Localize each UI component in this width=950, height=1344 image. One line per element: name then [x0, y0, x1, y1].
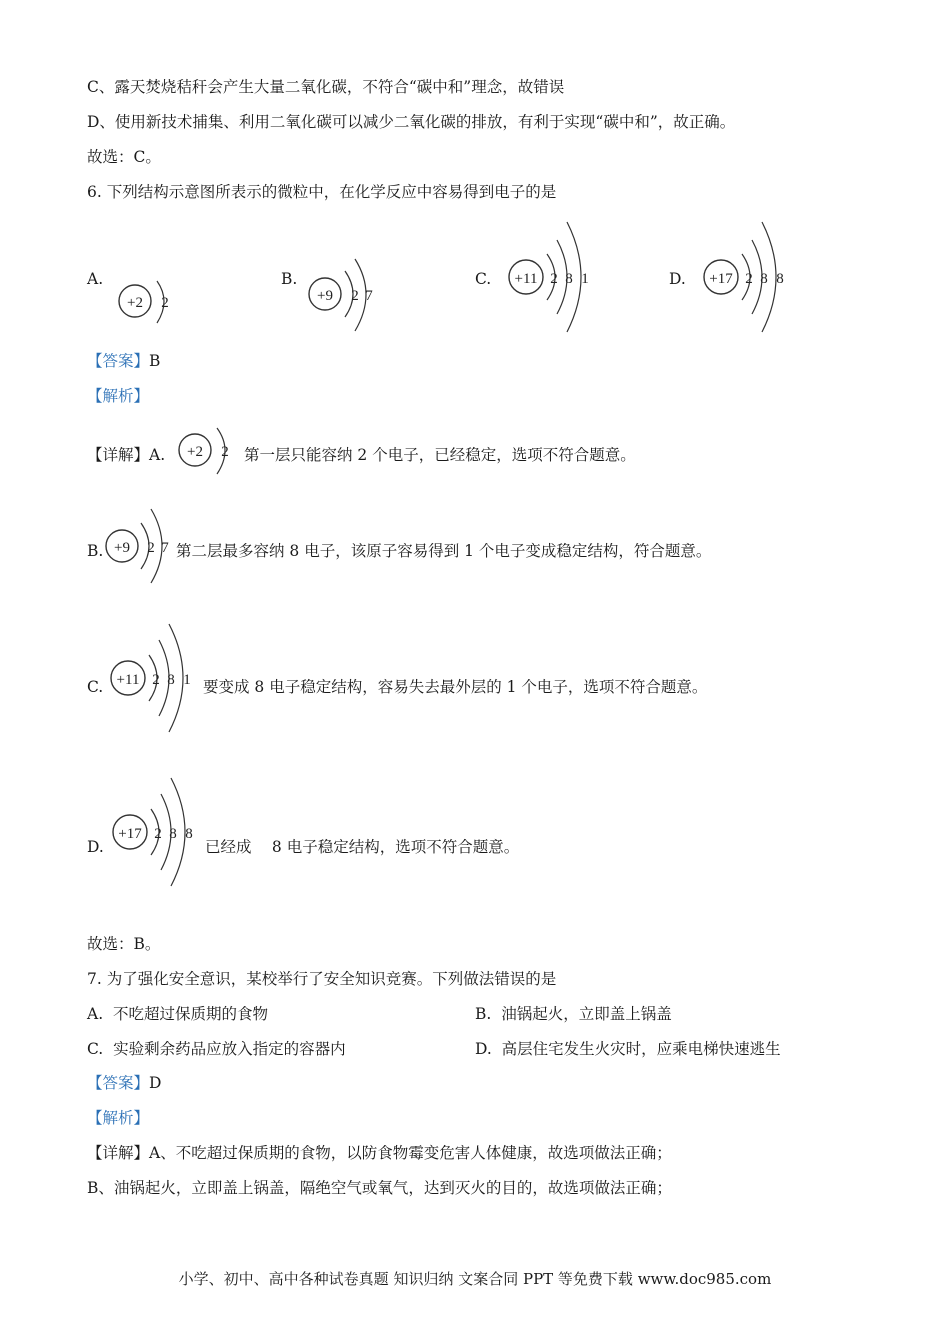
nucleus-charge: +2 [187, 444, 203, 460]
q7-option-c [87, 1039, 346, 1059]
shell-electrons: 2 [550, 271, 558, 287]
answer-tag: 【答案】 [87, 1074, 150, 1092]
detail-atom-b [103, 503, 175, 585]
shell-electrons: 7 [365, 288, 373, 304]
option-text: 高层住宅发生火灾时，应乘电梯快速逃生 [501, 1040, 781, 1058]
option-d-explanation: D、使用新技术捕集、利用二氧化碳可以减少二氧化碳的排放，有利于实现“碳中和”，故正确。 [87, 113, 736, 131]
atom-diagram-c [505, 218, 595, 336]
shell-electrons: 2 [161, 295, 169, 311]
q6-answer [87, 351, 160, 371]
shell-electrons: 2 [745, 271, 753, 287]
q6-option-c-label: C. [475, 270, 492, 288]
option-label: C. [87, 1040, 104, 1058]
nucleus-charge: +9 [317, 288, 333, 304]
q6-detail-b-text: 第二层最多容纳 8 电子，该原子容易得到 1 个电子变成稳定结构，符合题意。 [176, 542, 712, 560]
shell-electrons: 7 [161, 540, 169, 556]
nucleus-charge: +2 [127, 295, 143, 311]
answer-value: D [149, 1074, 162, 1092]
shell-electrons: 8 [169, 826, 177, 842]
nucleus-charge: +9 [114, 540, 130, 556]
shell-electrons: 2 [221, 444, 229, 460]
shell-electrons: 2 [152, 672, 160, 688]
shell-electrons: 2 [147, 540, 155, 556]
q6-detail-b-prefix: B. [87, 542, 104, 560]
q7-option-a [87, 1004, 268, 1024]
q6-detail-d-prefix: D. [87, 838, 104, 856]
shell-electrons: 8 [565, 271, 573, 287]
atom-diagram-b [305, 253, 385, 335]
shell-electrons: 8 [167, 672, 175, 688]
q6-stem: 6. 下列结构示意图所表示的微粒中，在化学反应中容易得到电子的是 [87, 183, 557, 201]
nucleus-charge: +11 [116, 672, 140, 688]
q6-analysis-tag: 【解析】 [87, 387, 150, 405]
q7-analysis-tag: 【解析】 [87, 1109, 150, 1127]
q6-option-a-label: A. [87, 270, 104, 288]
q5-choice: 故选：C。 [87, 148, 161, 166]
shell-electrons: 2 [154, 826, 162, 842]
option-label: D. [475, 1040, 492, 1058]
option-text: 实验剩余药品应放入指定的容器内 [113, 1040, 346, 1058]
q7-answer [87, 1073, 161, 1093]
answer-tag: 【答案】 [87, 352, 150, 370]
q6-option-b-label: B. [281, 270, 298, 288]
detail-a-prefix: A. [149, 446, 166, 464]
option-label: A. [87, 1005, 104, 1023]
shell-electrons: 1 [581, 271, 589, 287]
answer-value: B [149, 352, 161, 370]
q6-detail-a-text: 第一层只能容纳 2 个电子，已经稳定，选项不符合题意。 [244, 446, 636, 464]
page-footer: 小学、初中、高中各种试卷真题 知识归纳 文案合同 PPT 等免费下载 www.doc985.com [178, 1270, 772, 1288]
option-c-explanation: C、露天焚烧秸秆会产生大量二氧化碳，不符合“碳中和”理念，故错误 [87, 78, 565, 96]
option-text: 油锅起火，立即盖上锅盖 [501, 1005, 672, 1023]
detail-tag: 【详解】 [87, 1144, 150, 1162]
q7-detail-a [87, 1143, 672, 1163]
atom-diagram-a [113, 275, 173, 331]
shell-electrons: 1 [183, 672, 191, 688]
option-label: B. [475, 1005, 492, 1023]
detail-atom-a [173, 424, 235, 480]
detail-tag: 【详解】 [87, 446, 150, 464]
q7-stem: 7. 为了强化安全意识，某校举行了安全知识竞赛。下列做法错误的是 [87, 970, 557, 988]
nucleus-charge: +11 [514, 271, 538, 287]
q7-option-d [475, 1039, 781, 1059]
q6-detail-a [87, 445, 165, 465]
shell-electrons: 8 [776, 271, 784, 287]
q7-option-b [475, 1004, 672, 1024]
q6-detail-c-text: 要变成 8 电子稳定结构，容易失去最外层的 1 个电子，选项不符合题意。 [203, 678, 708, 696]
option-text: 不吃超过保质期的食物 [112, 1005, 268, 1023]
q6-option-d-label: D. [669, 270, 686, 288]
q6-choice: 故选：B。 [87, 935, 161, 953]
nucleus-charge: +17 [709, 271, 733, 287]
atom-diagram-d [700, 218, 790, 336]
q6-detail-c-prefix: C. [87, 678, 104, 696]
shell-electrons: 2 [351, 288, 359, 304]
shell-electrons: 8 [760, 271, 768, 287]
q7-detail-b: B、油锅起火，立即盖上锅盖，隔绝空气或氧气，达到灭火的目的，故选项做法正确； [87, 1179, 672, 1197]
nucleus-charge: +17 [118, 826, 142, 842]
detail-atom-c [107, 620, 199, 738]
detail-a-text: A、不吃超过保质期的食物，以防食物霉变危害人体健康，故选项做法正确； [149, 1144, 672, 1162]
q6-detail-d-text: 已经成 8 电子稳定结构，选项不符合题意。 [205, 838, 520, 856]
shell-electrons: 8 [185, 826, 193, 842]
detail-atom-d [109, 774, 201, 892]
